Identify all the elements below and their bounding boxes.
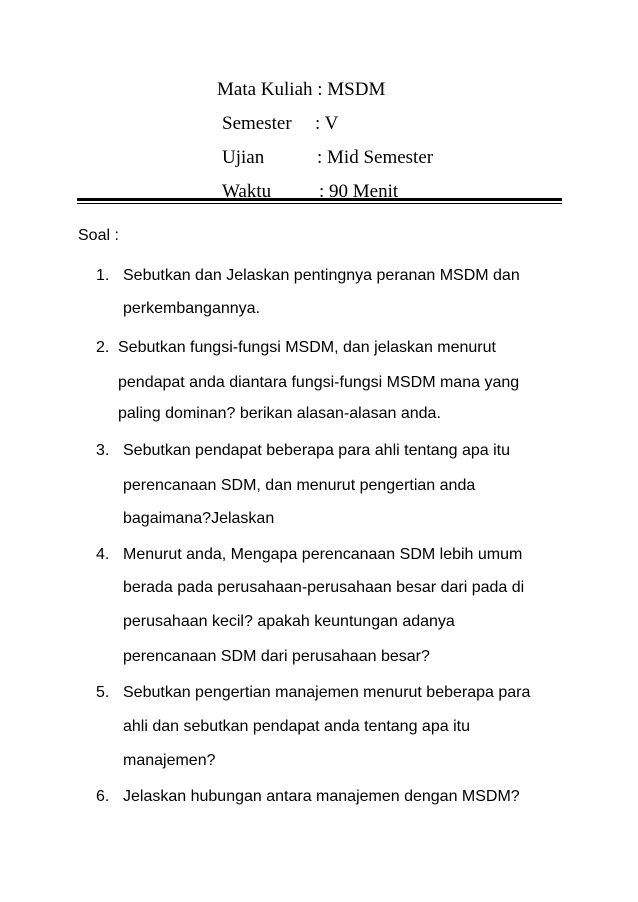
question-line: paling dominan? berikan alasan-alasan anda. [118,405,441,422]
soal-label: Soal : [78,227,119,244]
semester-label: Semester [222,113,292,134]
question-number: 1. [96,267,110,284]
question-number: 2. [96,339,110,356]
question-line: pendapat anda diantara fungsi-fungsi MSDM mana yang [118,374,520,391]
question-line: Sebutkan dan Jelaskan pentingnya peranan MSDM dan [123,267,520,284]
question-line: bagaimana?Jelaskan [123,510,275,527]
question-line: Jelaskan hubungan antara manajemen dengan MSDM? [123,788,520,805]
question-number: 4. [96,546,110,563]
question-number: 5. [96,684,110,701]
ujian-label: Ujian [222,147,265,168]
semester-value: : V [315,113,339,134]
question-line: Sebutkan pendapat beberapa para ahli tentang apa itu [123,442,510,459]
question-line: Menurut anda, Mengapa perencanaan SDM lebih umum [123,546,523,563]
question-number: 6. [96,788,110,805]
question-line: perusahaan kecil? apakah keuntungan adanya [123,613,455,630]
question-line: perkembangannya. [123,300,260,317]
question-line: perencanaan SDM, dan menurut pengertian anda [123,477,476,494]
header-rule-thin [77,203,562,204]
question-line: perencanaan SDM dari perusahaan besar? [123,648,430,665]
ujian-value: : Mid Semester [317,147,434,168]
question-line: berada pada perusahaan-perusahaan besar dari pada di [123,579,525,596]
question-line: ahli dan sebutkan pendapat anda tentang apa itu [123,718,470,735]
question-line: manajemen? [123,752,216,769]
header-rule-thick [77,198,562,201]
waktu-label: Waktu [222,181,272,202]
question-number: 3. [96,442,110,459]
waktu-value: : 90 Menit [319,181,399,202]
question-line: Sebutkan pengertian manajemen menurut beberapa para [123,684,531,701]
question-line: Sebutkan fungsi-fungsi MSDM, dan jelaskan menurut [118,339,496,356]
mata-kuliah-line: Mata Kuliah : MSDM [217,79,386,100]
